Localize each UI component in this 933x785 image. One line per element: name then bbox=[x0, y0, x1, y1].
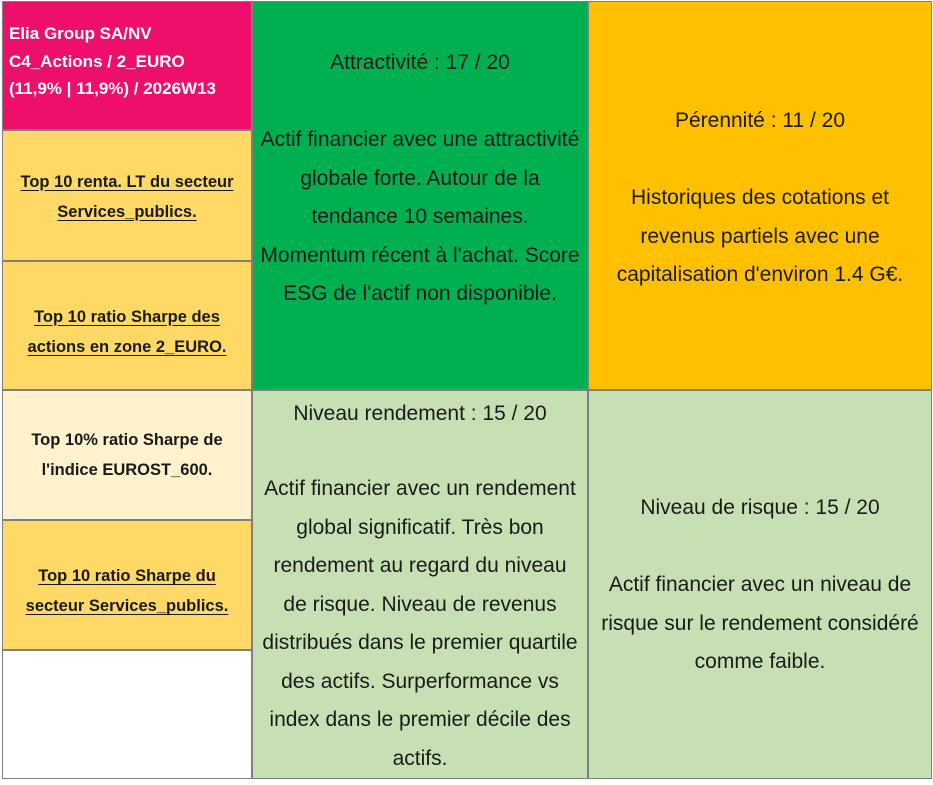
side-item-label[interactable]: Top 10 ratio Sharpe des actions en zone 2_EURO. bbox=[27, 307, 227, 356]
side-item-renta-secteur[interactable] bbox=[2, 130, 252, 261]
side-item-label: Top 10% ratio Sharpe de l'indice EUROST_600. bbox=[31, 431, 223, 479]
panel-title: Pérennité : 11 / 20 bbox=[674, 109, 846, 132]
side-item-label[interactable]: Top 10 ratio Sharpe du secteur Services_publics. bbox=[25, 567, 229, 615]
panel-risque bbox=[588, 390, 932, 779]
asset-name: Elia Group SA/NV bbox=[9, 24, 152, 43]
side-item-sharpe-indice bbox=[2, 390, 252, 520]
asset-header bbox=[2, 1, 252, 130]
panel-title: Attractivité : 17 / 20 bbox=[330, 51, 510, 74]
side-item-sharpe-zone[interactable] bbox=[2, 261, 252, 390]
panel-attractivite bbox=[252, 1, 588, 390]
side-item-sharpe-secteur[interactable] bbox=[2, 520, 252, 650]
panel-body: Actif financier avec une attractivité globale forte. Autour de la tendance 10 semaines. Momentum récent à l'achat. Score ESG de l'actif non disponible. bbox=[260, 128, 580, 305]
panel-perennite bbox=[588, 1, 932, 390]
panel-body: Actif financier avec un niveau de risque sur le rendement considéré comme faible. bbox=[601, 573, 919, 673]
side-item-label[interactable]: Top 10 renta. LT du secteur Services_publics. bbox=[20, 172, 234, 221]
asset-weights-period: (11,9% | 11,9%) / 2026W13 bbox=[9, 79, 216, 98]
panel-rendement bbox=[252, 390, 588, 779]
panel-title: Niveau rendement : 15 / 20 bbox=[293, 402, 547, 425]
panel-title: Niveau de risque : 15 / 20 bbox=[640, 496, 880, 519]
empty-cell bbox=[2, 650, 252, 779]
panel-body: Actif financier avec un rendement global significatif. Très bon rendement au regard du niveau de risque. Niveau de revenus distribués dans le premier quartile des actifs. Surperformance vs index dans le premier décile des actifs. bbox=[262, 477, 578, 770]
panel-body: Historiques des cotations et revenus partiels avec une capitalisation d'environ 1.4 G€. bbox=[616, 186, 904, 286]
asset-category: C4_Actions / 2_EURO bbox=[9, 51, 185, 71]
